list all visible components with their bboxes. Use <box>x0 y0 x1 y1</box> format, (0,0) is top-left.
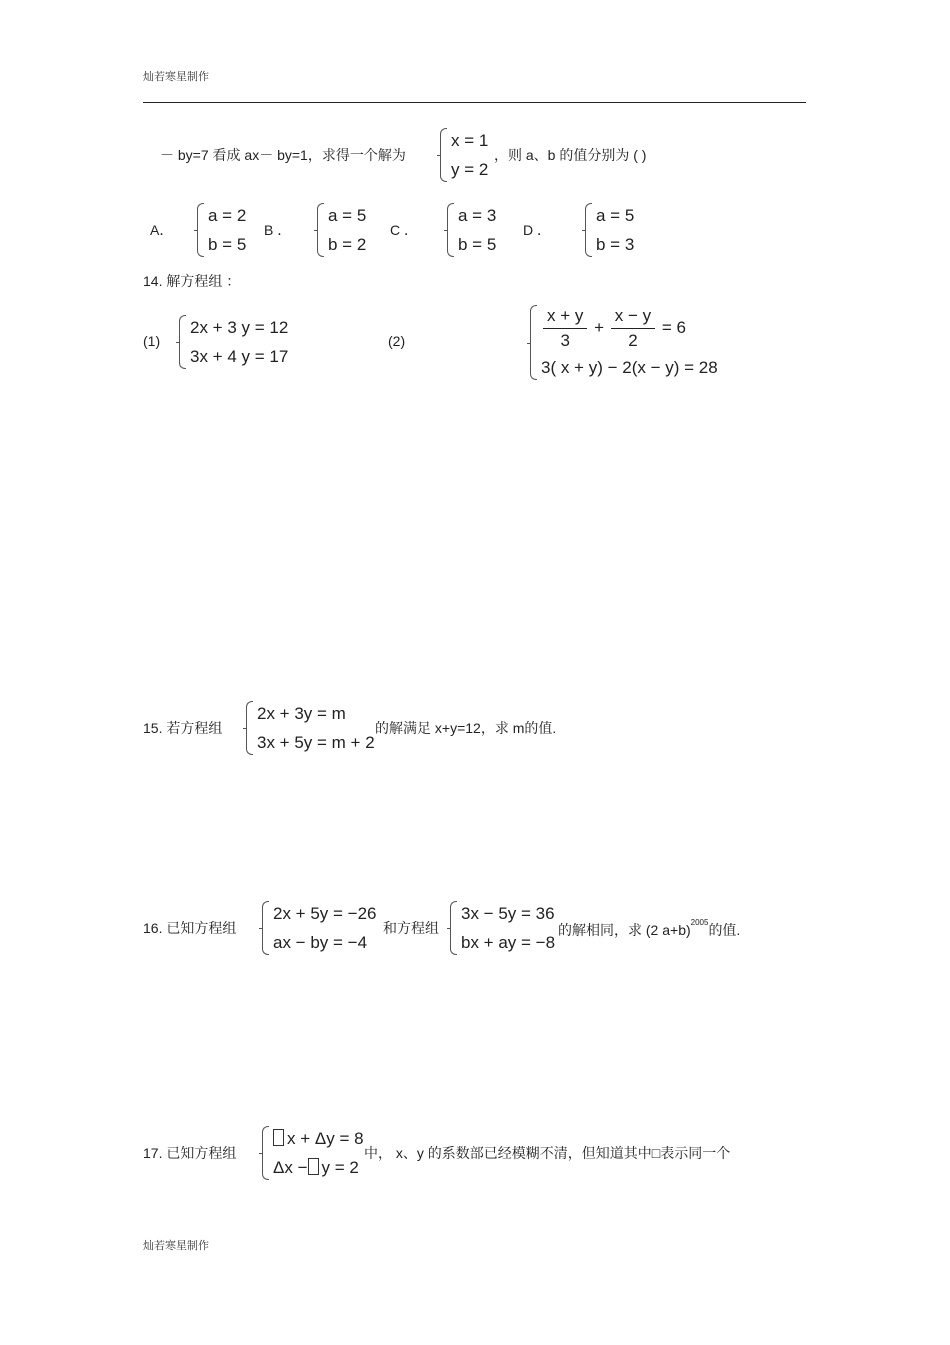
option-b-label: B ． <box>264 222 292 238</box>
brace <box>450 901 457 955</box>
q17-line1-rest: x + Δy = 8 <box>287 1129 364 1148</box>
q14-part1-label: (1) <box>143 333 161 349</box>
option-d-system <box>585 201 634 259</box>
brace <box>262 901 269 955</box>
fraction-numerator: x − y <box>611 305 655 329</box>
brace <box>447 203 454 257</box>
q13-prefix: － by=7 看成 ax－ by=1，求得一个解为 <box>160 147 406 163</box>
plus-sign: + <box>594 318 605 337</box>
option-c-label: C ． <box>390 222 418 238</box>
sys-line: 2x + 3y = m <box>257 704 346 723</box>
fraction <box>543 305 587 352</box>
header-divider <box>143 102 806 103</box>
fraction-denominator: 3 <box>560 331 570 351</box>
sys-line: a = 2 <box>208 206 247 225</box>
sys-line: b = 5 <box>208 235 247 254</box>
brace <box>585 203 592 257</box>
q17-line2-b: y = 2 <box>321 1158 359 1177</box>
sys-line-fractions <box>541 303 718 353</box>
q16-suffix-b: 的值. <box>708 922 741 938</box>
sys-line: x = 1 <box>451 131 489 150</box>
q14-title: 14. 解方程组 ： <box>143 273 241 289</box>
sys-line <box>273 1124 364 1153</box>
q17-suffix: 中， x、y 的系数部已经模糊不清，但知道其中□表示同一个 <box>364 1145 731 1161</box>
brace <box>530 305 537 380</box>
sys-line: b = 2 <box>328 235 367 254</box>
q17-system <box>262 1124 364 1182</box>
q17-line2-a: Δx − <box>273 1158 308 1177</box>
fraction <box>611 305 655 352</box>
brace <box>317 203 324 257</box>
fraction-denominator: 2 <box>628 331 638 351</box>
option-a-label: A． <box>150 222 174 238</box>
q13-solution-system <box>440 126 488 184</box>
fraction-numerator: x + y <box>543 305 587 329</box>
sys-line: a = 5 <box>328 206 367 225</box>
q13-suffix: ，则 a、b 的值分别为 ( ) <box>494 147 647 163</box>
q16-system-2 <box>450 899 555 957</box>
blank-square-icon <box>308 1158 319 1175</box>
brace <box>440 128 447 182</box>
q16-system-1 <box>262 899 377 957</box>
q14-part2-system <box>530 303 718 382</box>
q16-suffix-a: 的解相同，求 (2 a+b) <box>558 922 691 938</box>
sys-line: 2x + 3 y = 12 <box>190 318 289 337</box>
sys-line: bx + ay = −8 <box>461 933 556 952</box>
sys-line: a = 3 <box>458 206 497 225</box>
sys-line <box>273 1153 364 1182</box>
option-d-label: D ． <box>523 222 551 238</box>
exponent: 2005 <box>690 918 709 927</box>
q16-label: 16. 已知方程组 <box>143 920 237 936</box>
q16-mid: 和方程组 <box>383 920 439 936</box>
page-footer: 灿若寒星制作 <box>143 1240 209 1252</box>
sys-line: y = 2 <box>451 160 489 179</box>
brace <box>179 315 186 369</box>
equals-value: = 6 <box>661 318 686 337</box>
brace <box>246 701 253 755</box>
q17-label: 17. 已知方程组 <box>143 1145 237 1161</box>
q14-part2-label: (2) <box>388 333 406 349</box>
q15-suffix: 的解满足 x+y=12，求 m的值. <box>375 720 557 736</box>
sys-line: 3x − 5y = 36 <box>461 904 555 923</box>
sys-line: 3x + 5y = m + 2 <box>257 733 375 752</box>
sys-line: b = 5 <box>458 235 497 254</box>
option-a-system <box>197 201 246 259</box>
brace <box>262 1126 269 1180</box>
option-b-system <box>317 201 366 259</box>
q15-label: 15. 若方程组 <box>143 720 223 736</box>
sys-line: a = 5 <box>596 206 635 225</box>
sys-line: b = 3 <box>596 235 635 254</box>
blank-square-icon <box>273 1129 284 1146</box>
sys-line: 3( x + y) − 2(x − y) = 28 <box>541 358 718 377</box>
q14-part1-system <box>179 313 288 371</box>
page-header: 灿若寒星制作 <box>143 71 209 83</box>
sys-line: 3x + 4 y = 17 <box>190 347 289 366</box>
sys-line: ax − by = −4 <box>273 933 368 952</box>
brace <box>197 203 204 257</box>
option-c-system <box>447 201 496 259</box>
q16-suffix <box>558 918 740 940</box>
sys-line: 2x + 5y = −26 <box>273 904 377 923</box>
q15-system <box>246 699 375 757</box>
